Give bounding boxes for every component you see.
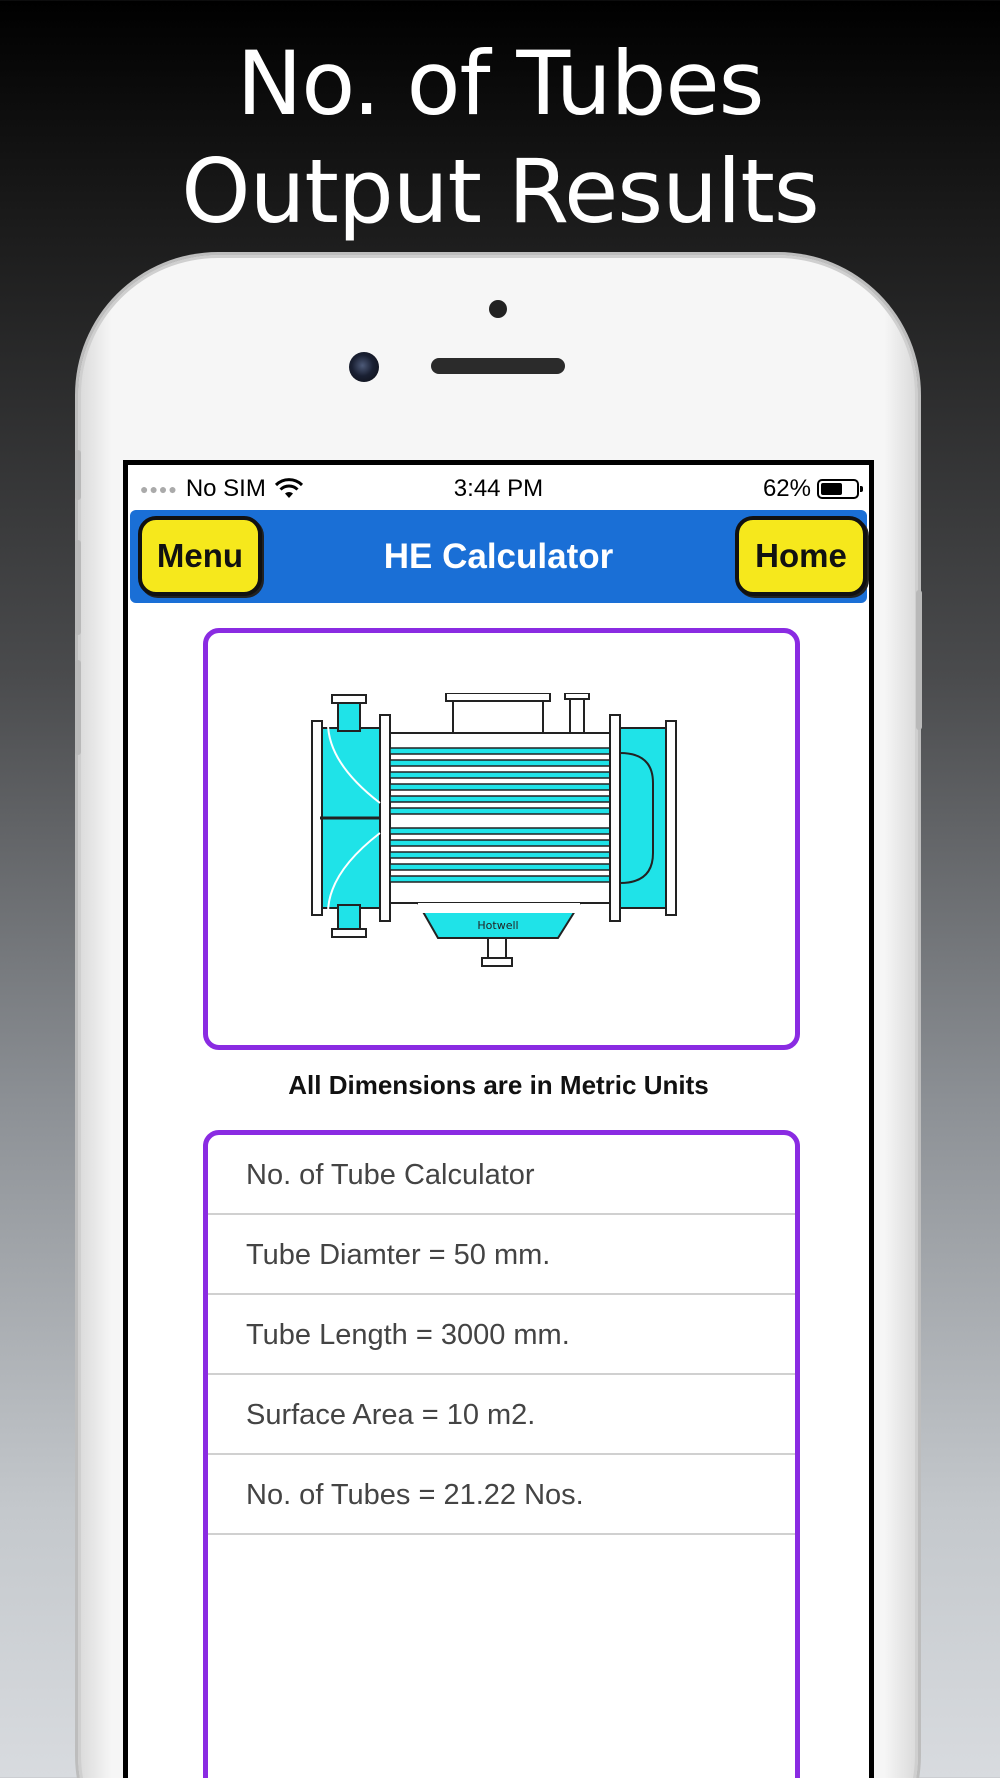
home-button[interactable]: Home xyxy=(735,516,867,596)
promo-title xyxy=(0,30,1000,246)
result-row-tube-length[interactable]: Tube Length = 3000 mm. xyxy=(208,1295,795,1375)
front-camera xyxy=(349,352,379,382)
carrier-label: No SIM xyxy=(185,475,266,502)
side-button-volume-down xyxy=(75,660,81,755)
hotwell-label: Hotwell xyxy=(477,919,519,932)
earpiece-speaker xyxy=(431,358,565,374)
battery-percentage: 62% xyxy=(762,475,811,502)
result-row-tube-diameter[interactable]: Tube Diamter = 50 mm. xyxy=(208,1215,795,1295)
battery-tip xyxy=(860,486,863,492)
status-time: 3:44 PM xyxy=(453,475,544,502)
status-right xyxy=(763,475,859,503)
heat-exchanger-image-card xyxy=(203,628,800,1050)
heat-exchanger-diagram xyxy=(308,693,688,973)
promo-title-line1: No. of Tubes xyxy=(236,32,764,135)
signal-strength-icon: ●●●● xyxy=(140,481,178,497)
result-row-surface-area[interactable]: Surface Area = 10 m2. xyxy=(208,1375,795,1455)
navigation-bar xyxy=(130,510,867,603)
battery-icon xyxy=(817,479,859,499)
phone-screen xyxy=(123,460,874,1778)
result-row-heading[interactable]: No. of Tube Calculator xyxy=(208,1135,795,1215)
nav-title: HE Calculator xyxy=(383,537,614,576)
menu-button[interactable]: Menu xyxy=(138,516,262,596)
battery-level-fill xyxy=(821,483,842,495)
proximity-sensor xyxy=(489,300,507,318)
promo-title-line2: Output Results xyxy=(181,140,819,243)
side-button-power xyxy=(916,590,922,730)
status-bar xyxy=(128,465,869,507)
results-list xyxy=(203,1130,800,1778)
side-button-mute xyxy=(75,450,81,500)
result-row-number-of-tubes[interactable]: No. of Tubes = 21.22 Nos. xyxy=(208,1455,795,1535)
side-button-volume-up xyxy=(75,540,81,635)
units-note: All Dimensions are in Metric Units xyxy=(288,1070,709,1100)
